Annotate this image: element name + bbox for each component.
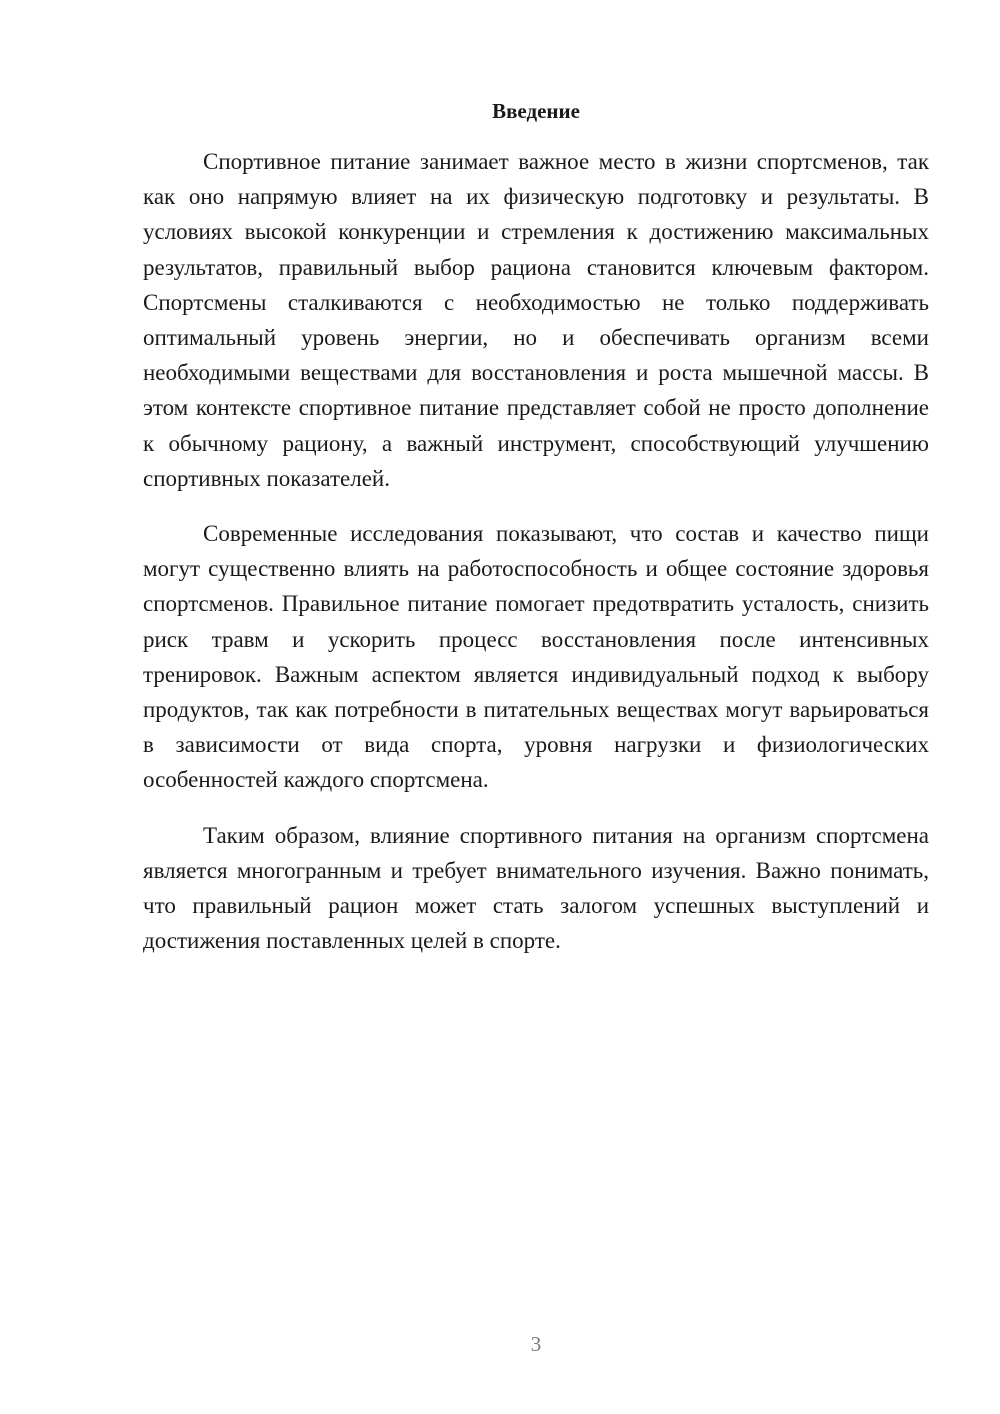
paragraph-2: Современные исследования показывают, что состав и качество пищи могут существенно влиять на работоспособность и общее состояние здоровья спортсменов. Правильное питание помогает предотвратить усталость, снизить риск травм и ускорить процесс восстановления после интенсивных тренировок. Важным аспектом является индивидуальный подход к выбору продуктов, так как потребности в питательных веществах могут варьироваться в зависимости от вида спорта, уровня нагрузки и физиологических особенностей каждого спортсмена.: [143, 521, 929, 793]
body-text: [143, 144, 929, 978]
page-number: 3: [530, 1332, 542, 1356]
paragraph-3: Таким образом, влияние спортивного питания на организм спортсмена является многогранным и требует внимательного изучения. Важно понимать, что правильный рацион может стать залогом успешных выступлений и достижения поставленных целей в спорте.: [143, 822, 929, 954]
paragraph-1: Спортивное питание занимает важное место в жизни спортсменов, так как оно напрямую влияет на их физическую подготовку и результаты. В условиях высокой конкуренции и стремления к достижению максимальных результатов, правильный выбор рациона становится ключевым фактором. Спортсмены сталкиваются с необходимостью не только поддерживать оптимальный уровень энергии, но и обеспечивать организм всеми необходимыми веществами для восстановления и роста мышечной массы. В этом контексте спортивное питание представляет собой не просто дополнение к обычному рациону, а важный инструмент, способствующий улучшению спортивных показателей.: [143, 149, 929, 491]
section-heading: Введение: [492, 99, 580, 123]
